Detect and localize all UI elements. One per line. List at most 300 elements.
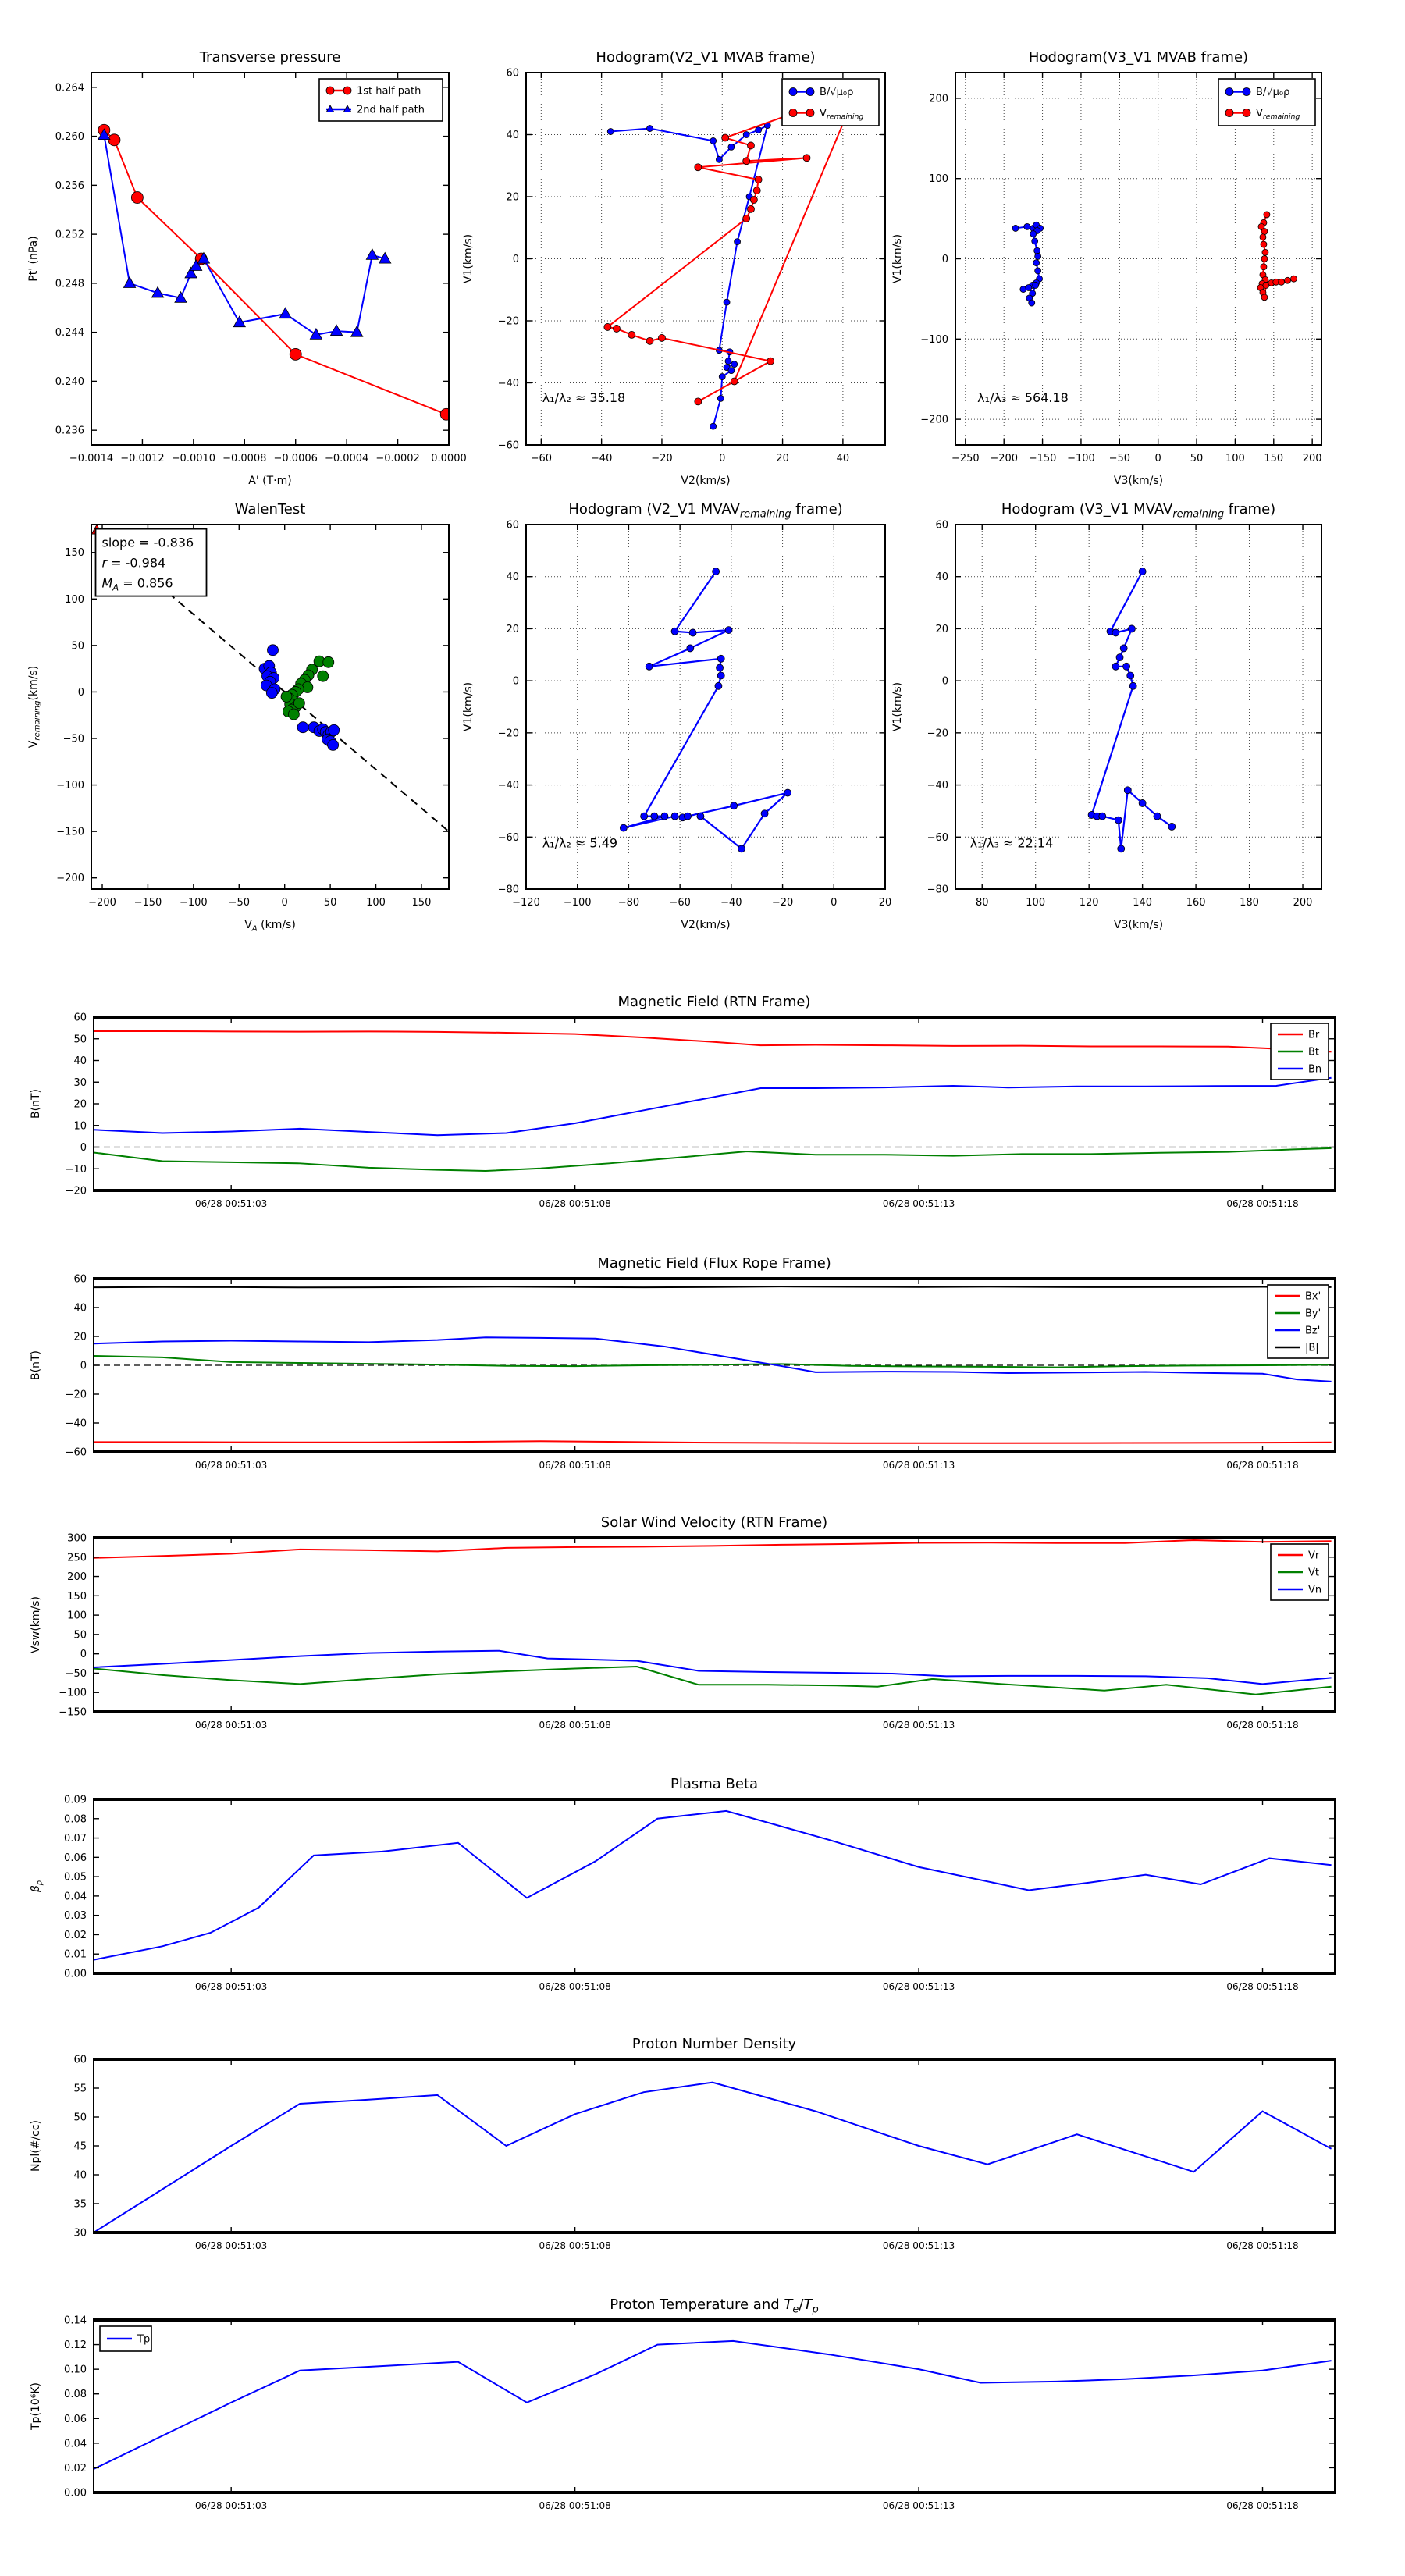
marker-circle [731,802,738,809]
hodogram-v3v1-mvav-xtick-label: 100 [1026,897,1046,909]
plasma-beta-ytick-label: 0.02 [64,1929,87,1941]
hodogram-v3v1-mvav-ytick-label: 60 [935,519,948,532]
marker-circle [717,672,724,679]
proton-temperature-ylabel: Tp(10⁶K) [30,2382,42,2430]
walen-test-xlabel: $V_A$ (km/s) [244,919,296,934]
hodogram-v2v1-mvab-ytick-label: −40 [497,378,519,390]
solar-wind-velocity-rtn-ytick-label: 150 [67,1590,87,1603]
walen-test-xtick-label: −100 [179,897,208,909]
transverse-pressure-plot-area [91,73,449,445]
magnetic-field-rtn-ytick-label: 40 [73,1055,87,1067]
hodogram-v2v1-mvav-ytick-label: −80 [497,884,519,896]
solar-wind-velocity-rtn-legend-label: Vt [1308,1567,1319,1579]
solar-wind-velocity-rtn-ytick-label: 50 [73,1629,87,1642]
marker-circle [326,87,334,94]
solar-wind-velocity-rtn-legend-label: Vr [1308,1550,1320,1562]
magnetic-field-rtn-legend-label: Bt [1308,1046,1320,1059]
walen-test-xtick-label: 50 [323,897,337,909]
panel-proton-number-density [12,2020,1405,2281]
plasma-beta-ytick-label: 0.05 [64,1871,87,1884]
marker-circle [646,337,653,344]
hodogram-v3v1-mvab-svg [873,34,1396,493]
proton-number-density-ytick-label: 50 [73,2112,87,2124]
magnetic-field-rtn-ytick-label: 30 [73,1076,87,1089]
walen-test-xtick-label: 100 [366,897,386,909]
marker-circle [725,358,731,365]
marker-circle [1029,300,1035,306]
marker-circle [318,671,329,681]
marker-circle [323,656,334,667]
marker-circle [1112,663,1119,670]
marker-circle [646,126,653,132]
marker-circle [343,87,351,94]
magnetic-field-flux-rope-ytick-label: 20 [73,1331,87,1343]
marker-circle [604,323,611,330]
magnetic-field-rtn-legend [1271,1023,1329,1080]
magnetic-field-flux-rope-series-B-mag [94,1286,1332,1287]
proton-number-density-ytick-label: 60 [73,2054,87,2066]
marker-circle [1262,249,1268,255]
solar-wind-velocity-rtn-ylabel: Vsw(km/s) [30,1596,42,1654]
hodogram-v2v1-mvab-ytick-label: 60 [506,67,519,80]
magnetic-field-rtn-ytick-label: 20 [73,1098,87,1111]
walen-test-xtick-label: −150 [133,897,162,909]
magnetic-field-rtn-ytick-label: 60 [73,1012,87,1024]
magnetic-field-flux-rope-xtick-label: 06/28 00:51:13 [882,1460,955,1471]
magnetic-field-flux-rope-xtick-label: 06/28 00:51:18 [1226,1460,1299,1471]
marker-circle [108,134,120,146]
transverse-pressure-ytick-label: 0.256 [55,180,84,192]
hodogram-v2v1-mvav-xtick-label: −60 [669,897,691,909]
solar-wind-velocity-rtn-legend-label: Vn [1308,1584,1322,1596]
proton-temperature-legend-label: Tp [137,2333,151,2346]
solar-wind-velocity-rtn-legend [1271,1544,1329,1600]
proton-number-density-xtick-label: 06/28 00:51:08 [539,2240,611,2251]
marker-circle [716,156,722,162]
magnetic-field-rtn-title: Magnetic Field (RTN Frame) [617,994,811,1010]
proton-number-density-ytick-label: 45 [73,2140,87,2153]
marker-circle [715,682,722,689]
transverse-pressure-ytick-label: 0.248 [55,278,84,290]
panel-magnetic-field-rtn [12,978,1405,1239]
panel-hodogram-v3v1-mvab [873,34,1396,493]
hodogram-v2v1-mvav-ytick-label: 60 [506,519,519,532]
walen-test-xtick-label: 150 [411,897,432,909]
magnetic-field-flux-rope-xtick-label: 06/28 00:51:08 [539,1460,611,1471]
marker-circle [1124,787,1131,794]
hodogram-v3v1-mvav-xtick-label: 180 [1240,897,1259,909]
panel-hodogram-v3v1-mvav [873,486,1396,938]
magnetic-field-flux-rope-ytick-label: −40 [65,1418,87,1430]
magnetic-field-flux-rope-ytick-label: 60 [73,1273,87,1286]
walen-test-ytick-label: −200 [56,873,84,885]
solar-wind-velocity-rtn-svg [12,1499,1405,1760]
marker-circle [689,629,696,636]
proton-number-density-ytick-label: 35 [73,2198,87,2211]
transverse-pressure-title: Transverse pressure [199,49,341,66]
solar-wind-velocity-rtn-ytick-label: 250 [67,1552,87,1564]
marker-circle [1260,234,1266,240]
hodogram-v3v1-mvab-ytick-label: −100 [920,333,948,346]
marker-circle [1264,212,1270,218]
hodogram-v3v1-mvab-legend [1218,79,1315,126]
marker-circle [806,109,814,117]
hodogram-v3v1-mvab-xtick-label: −50 [1108,453,1131,464]
marker-circle [1279,279,1285,285]
proton-temperature-legend [100,2326,151,2351]
marker-circle [755,176,762,183]
hodogram-v3v1-mvab-annotation: λ₁/λ₃ ≈ 564.18 [977,390,1069,406]
transverse-pressure-ytick-label: 0.244 [55,327,84,340]
marker-circle [731,378,738,385]
marker-circle [293,698,304,709]
magnetic-field-rtn-ylabel: B(nT) [30,1089,42,1119]
hodogram-v2v1-mvab-title: Hodogram(V2_V1 MVAB frame) [596,49,816,66]
proton-number-density-ytick-label: 40 [73,2169,87,2182]
walen-test-ytick-label: −100 [56,780,84,792]
marker-circle [297,722,308,733]
marker-circle [743,215,750,222]
hodogram-v2v1-mvav-ylabel: V1(km/s) [462,681,475,732]
hodogram-v3v1-mvab-xlabel: V3(km/s) [1113,475,1164,487]
marker-circle [806,88,814,96]
marker-circle [613,325,620,332]
marker-circle [710,137,717,144]
proton-temperature-xtick-label: 06/28 00:51:03 [195,2500,268,2511]
proton-temperature-xtick-label: 06/28 00:51:13 [882,2500,955,2511]
hodogram-v3v1-mvab-xtick-label: 0 [1154,453,1161,464]
hodogram-v2v1-mvab-legend-label: B/√μ₀ρ [820,87,854,98]
marker-circle [1034,247,1040,254]
marker-circle [671,628,678,635]
hodogram-v2v1-mvav-xtick-label: −80 [617,897,640,909]
marker-circle [671,813,678,820]
magnetic-field-rtn-xtick-label: 06/28 00:51:08 [539,1198,611,1209]
marker-circle [743,158,750,165]
solar-wind-velocity-rtn-ytick-label: −100 [59,1687,87,1699]
hodogram-v2v1-mvav-ytick-label: −20 [497,728,519,740]
plasma-beta-title: Plasma Beta [670,1776,759,1792]
magnetic-field-rtn-ytick-label: 0 [80,1142,87,1154]
marker-circle [628,331,635,338]
hodogram-v3v1-mvab-xtick-label: 50 [1190,453,1204,464]
hodogram-v2v1-mvav-xtick-label: 0 [831,897,838,909]
marker-circle [1127,672,1134,679]
marker-circle [651,813,658,820]
transverse-pressure-ytick-label: 0.240 [55,375,84,388]
marker-circle [789,109,797,117]
panel-plasma-beta [12,1760,1405,2022]
marker-circle [1099,813,1106,820]
proton-number-density-plot-area [94,2059,1335,2233]
marker-circle [725,627,732,634]
magnetic-field-rtn-ytick-label: −10 [65,1163,87,1176]
marker-circle [1261,264,1267,270]
hodogram-v2v1-mvav-ytick-label: 0 [512,675,519,688]
marker-circle [753,187,760,194]
hodogram-v2v1-mvab-ylabel: V1(km/s) [462,233,475,284]
marker-circle [1243,109,1250,117]
marker-circle [1261,294,1268,301]
proton-number-density-ylabel: Npl(#/cc) [30,2119,42,2172]
magnetic-field-flux-rope-legend-label: Bz' [1305,1325,1321,1337]
hodogram-v3v1-mvav-xtick-label: 80 [975,897,989,909]
plasma-beta-ytick-label: 0.07 [64,1833,87,1845]
transverse-pressure-xtick-label: 0.0000 [431,453,467,464]
magnetic-field-rtn-xtick-label: 06/28 00:51:03 [195,1198,268,1209]
magnetic-field-flux-rope-legend-label: By' [1305,1308,1321,1320]
marker-circle [724,299,730,305]
proton-temperature-ytick-label: 0.00 [64,2487,87,2500]
hodogram-v3v1-mvab-xtick-label: 150 [1264,453,1284,464]
walen-test-ytick-label: −50 [62,733,84,745]
hodogram-v2v1-mvav-xtick-label: 20 [878,897,892,909]
plasma-beta-xtick-label: 06/28 00:51:03 [195,1981,268,1992]
hodogram-v2v1-mvab-xtick-label: 20 [776,453,789,464]
plasma-beta-xtick-label: 06/28 00:51:18 [1226,1981,1299,1992]
marker-circle [607,129,614,135]
marker-circle [661,813,668,820]
hodogram-v2v1-mvav-xtick-label: −100 [563,897,592,909]
hodogram-v2v1-mvab-xtick-label: 0 [719,453,726,464]
marker-circle [728,144,735,150]
magnetic-field-flux-rope-svg [12,1240,1405,1500]
proton-temperature-ytick-label: 0.10 [64,2364,87,2376]
solar-wind-velocity-rtn-ytick-label: 100 [67,1610,87,1622]
marker-circle [713,568,720,575]
marker-circle [328,739,339,750]
marker-circle [747,142,754,149]
hodogram-v2v1-mvab-xlabel: V2(km/s) [681,475,731,487]
marker-circle [710,423,717,429]
transverse-pressure-xtick-label: −0.0012 [120,453,165,464]
marker-circle [719,374,725,380]
hodogram-v2v1-mvab-ytick-label: 40 [506,130,519,141]
transverse-pressure-xtick-label: −0.0010 [171,453,216,464]
hodogram-v3v1-mvab-legend-label: $V_{remaining}$ [1256,108,1300,122]
panel-magnetic-field-flux-rope [12,1240,1405,1500]
walen-test-xtick-label: −200 [88,897,116,909]
transverse-pressure-xtick-label: −0.0002 [375,453,420,464]
hodogram-v3v1-mvav-ytick-label: −20 [927,728,948,740]
panel-proton-temperature [12,2281,1405,2541]
hodogram-v3v1-mvav-xtick-label: 200 [1293,897,1313,909]
proton-temperature-ytick-label: 0.02 [64,2462,87,2475]
marker-circle [1035,268,1041,274]
marker-circle [1024,223,1030,229]
marker-circle [268,645,279,656]
hodogram-v3v1-mvab-ytick-label: 0 [941,254,948,265]
hodogram-v3v1-mvav-ytick-label: 20 [935,623,948,635]
hodogram-v3v1-mvab-xtick-label: 100 [1225,453,1245,464]
magnetic-field-rtn-plot-area [94,1017,1335,1190]
magnetic-field-flux-rope-ytick-label: 40 [73,1302,87,1315]
hodogram-v3v1-mvav-xtick-label: 120 [1079,897,1099,909]
hodogram-v2v1-mvab-xtick-label: 40 [836,453,850,464]
proton-number-density-xtick-label: 06/28 00:51:13 [882,2240,955,2251]
marker-circle [1123,663,1130,670]
solar-wind-velocity-rtn-title: Solar Wind Velocity (RTN Frame) [600,1514,828,1531]
marker-circle [288,709,299,720]
transverse-pressure-xtick-label: −0.0006 [273,453,318,464]
solar-wind-velocity-rtn-xtick-label: 06/28 00:51:18 [1226,1720,1299,1731]
marker-circle [697,813,704,820]
proton-temperature-ytick-label: 0.06 [64,2413,87,2425]
marker-circle [1261,241,1267,247]
marker-circle [1128,625,1135,632]
marker-circle [1026,285,1032,291]
plasma-beta-ytick-label: 0.04 [64,1891,87,1903]
magnetic-field-flux-rope-legend [1268,1285,1329,1358]
marker-circle [281,691,292,702]
hodogram-v3v1-mvav-ytick-label: −60 [927,831,948,844]
walen-test-ylabel: $V_{remaining}(km/s)$ [27,665,42,749]
walen-test-ytick-label: 100 [65,593,84,606]
marker-circle [1139,799,1146,806]
plasma-beta-ytick-label: 0.01 [64,1948,87,1961]
marker-circle [1033,260,1040,266]
marker-circle [1033,282,1039,288]
marker-circle [756,127,762,133]
marker-circle [738,845,745,852]
marker-circle [761,810,768,817]
marker-circle [1112,629,1119,636]
magnetic-field-flux-rope-title: Magnetic Field (Flux Rope Frame) [597,1255,831,1272]
hodogram-v2v1-mvab-xtick-label: −60 [530,453,553,464]
magnetic-field-rtn-ytick-label: 10 [73,1120,87,1133]
hodogram-v2v1-mvab-xtick-label: −40 [590,453,613,464]
transverse-pressure-xtick-label: −0.0014 [69,453,114,464]
hodogram-v2v1-mvab-xtick-label: −20 [651,453,673,464]
hodogram-v3v1-mvav-xtick-label: 160 [1186,897,1206,909]
marker-circle [1035,253,1041,259]
proton-temperature-title: Proton Temperature and $T_e/T_p$ [610,2297,819,2316]
hodogram-v3v1-mvav-ytick-label: 40 [935,571,948,584]
hodogram-v3v1-mvab-legend-label: B/√μ₀ρ [1256,87,1290,98]
proton-number-density-ytick-label: 30 [73,2227,87,2240]
walen-test-title: WalenTest [234,501,306,518]
proton-number-density-xtick-label: 06/28 00:51:18 [1226,2240,1299,2251]
marker-circle [784,789,791,796]
solar-wind-velocity-rtn-xtick-label: 06/28 00:51:13 [882,1720,955,1731]
hodogram-v3v1-mvav-svg [873,486,1396,938]
hodogram-v3v1-mvab-xtick-label: −250 [951,453,980,464]
transverse-pressure-ytick-label: 0.260 [55,131,84,144]
proton-temperature-plot-area [94,2320,1335,2492]
magnetic-field-rtn-legend-label: Br [1308,1029,1320,1041]
solar-wind-velocity-rtn-xtick-label: 06/28 00:51:08 [539,1720,611,1731]
marker-circle [731,361,738,368]
magnetic-field-flux-rope-ytick-label: −60 [65,1446,87,1459]
transverse-pressure-ytick-label: 0.236 [55,425,84,437]
hodogram-v2v1-mvav-ytick-label: −60 [497,831,519,844]
marker-circle [620,824,627,831]
magnetic-field-rtn-xtick-label: 06/28 00:51:18 [1226,1198,1299,1209]
walen-test-annotation-line: slope = -0.836 [101,535,194,550]
marker-circle [685,813,692,820]
hodogram-v2v1-mvab-legend-label: $V_{remaining}$ [820,108,864,122]
magnetic-field-rtn-svg [12,978,1405,1239]
proton-number-density-ytick-label: 55 [73,2083,87,2095]
marker-circle [1225,109,1233,117]
hodogram-v2v1-mvav-ytick-label: −40 [497,780,519,792]
walen-test-ytick-label: 150 [65,547,84,560]
magnetic-field-rtn-ytick-label: 50 [73,1034,87,1046]
magnetic-field-rtn-ytick-label: −20 [65,1185,87,1197]
plasma-beta-ytick-label: 0.00 [64,1968,87,1980]
proton-temperature-xtick-label: 06/28 00:51:08 [539,2500,611,2511]
marker-circle [1120,645,1127,652]
hodogram-v2v1-mvab-ytick-label: 0 [512,254,519,265]
hodogram-v2v1-mvab-ytick-label: 20 [506,191,519,204]
marker-circle [1012,225,1019,231]
plasma-beta-plot-area [94,1799,1335,1973]
hodogram-v3v1-mvav-annotation: λ₁/λ₃ ≈ 22.14 [969,835,1054,851]
proton-temperature-svg [12,2281,1405,2541]
solar-wind-velocity-rtn-xtick-label: 06/28 00:51:03 [195,1720,268,1731]
marker-circle [687,645,694,652]
solar-wind-velocity-rtn-ytick-label: 0 [80,1649,87,1661]
magnetic-field-flux-rope-ytick-label: 0 [80,1360,87,1372]
marker-circle [329,724,340,735]
marker-circle [646,663,653,670]
solar-wind-velocity-rtn-ytick-label: −50 [65,1667,87,1680]
marker-circle [747,205,754,212]
hodogram-v2v1-mvav-xtick-label: −40 [720,897,742,909]
hodogram-v3v1-mvav-ytick-label: −80 [927,884,948,896]
plasma-beta-ytick-label: 0.06 [64,1852,87,1864]
marker-circle [266,688,277,699]
hodogram-v3v1-mvab-xtick-label: −150 [1028,453,1057,464]
marker-circle [131,192,143,204]
plasma-beta-svg [12,1760,1405,2022]
hodogram-v2v1-mvav-title: Hodogram (V2_V1 $MVAV_{remaining}$ frame) [568,501,843,521]
marker-circle [1116,654,1123,661]
transverse-pressure-ytick-label: 0.264 [55,82,84,94]
hodogram-v2v1-mvav-ytick-label: 20 [506,623,519,635]
transverse-pressure-ytick-label: 0.252 [55,229,84,241]
walen-test-ytick-label: −150 [56,826,84,838]
hodogram-v3v1-mvab-ytick-label: 100 [929,173,948,186]
marker-circle [1261,229,1268,235]
hodogram-v2v1-mvav-ytick-label: 40 [506,571,519,584]
walen-test-xtick-label: −50 [228,897,250,909]
magnetic-field-flux-rope-legend-label: |B| [1305,1342,1319,1354]
marker-circle [722,134,729,141]
hodogram-v2v1-mvab-ytick-label: −20 [497,315,519,328]
walen-test-ytick-label: 50 [71,640,84,653]
magnetic-field-flux-rope-ytick-label: −20 [65,1389,87,1401]
marker-circle [290,348,301,360]
magnetic-field-flux-rope-ylabel: B(nT) [30,1350,42,1380]
magnetic-field-flux-rope-legend-label: Bx' [1305,1290,1321,1303]
hodogram-v2v1-mvav-xtick-label: −120 [512,897,540,909]
plasma-beta-ylabel: $\beta_p$ [30,1880,44,1893]
hodogram-v3v1-mvab-xtick-label: −100 [1067,453,1095,464]
hodogram-v2v1-mvav-xtick-label: −20 [771,897,794,909]
transverse-pressure-ylabel: Pt' (nPa) [27,236,40,282]
marker-circle [1115,817,1122,824]
plasma-beta-ytick-label: 0.09 [64,1794,87,1806]
solar-wind-velocity-rtn-ytick-label: −150 [59,1706,87,1719]
proton-temperature-ytick-label: 0.14 [64,2314,87,2327]
hodogram-v3v1-mvab-title: Hodogram(V3_V1 MVAB frame) [1028,49,1249,66]
marker-circle [1261,256,1268,262]
marker-circle [803,155,810,162]
marker-circle [1032,238,1038,244]
hodogram-v3v1-mvav-ytick-label: 0 [941,675,948,688]
transverse-pressure-xlabel: A' (T·m) [248,475,292,487]
